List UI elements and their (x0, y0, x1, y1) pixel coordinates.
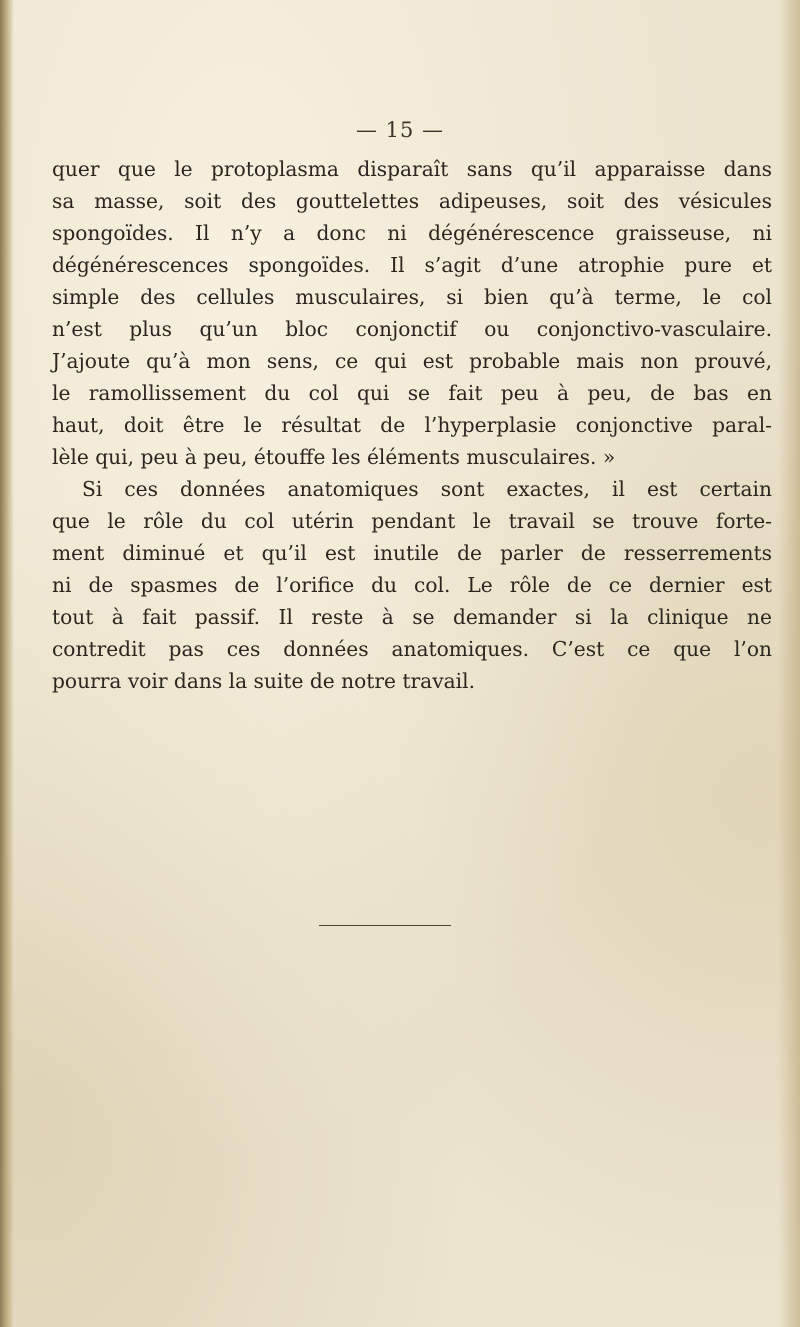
text-line: lèle qui, peu à peu, étouffe les éléments musculaires. » (52, 445, 616, 469)
text-line: Si ces données anatomiques sont exactes, il est certain (82, 477, 772, 501)
paragraph-1 (52, 153, 772, 473)
paragraph-2 (52, 473, 772, 697)
text-line: sa masse, soit des gouttelettes adipeuses, soit des vésicules (52, 189, 772, 213)
text-line: simple des cellules musculaires, si bien qu’à terme, le col (52, 285, 772, 309)
text-line: haut, doit être le résultat de l’hyperplasie conjonctive paral- (52, 413, 772, 437)
text-line: contredit pas ces données anatomiques. C’est ce que l’on (52, 637, 772, 661)
body-text (52, 153, 772, 697)
text-line: tout à fait passif. Il reste à se demander si la clinique ne (52, 605, 772, 629)
text-line: n’est plus qu’un bloc conjonctif ou conjonctivo-vasculaire. (52, 317, 772, 341)
section-end-rule (319, 925, 451, 926)
text-line: le ramollissement du col qui se fait peu à peu, de bas en (52, 381, 772, 405)
text-line: quer que le protoplasma disparaît sans qu’il apparaisse dans (52, 157, 772, 181)
text-line: J’ajoute qu’à mon sens, ce qui est probable mais non prouvé, (52, 349, 772, 373)
text-line: ment diminué et qu’il est inutile de parler de resserrements (52, 541, 772, 565)
text-line: spongoïdes. Il n’y a donc ni dégénérescence graisseuse, ni (52, 221, 772, 245)
text-line: pourra voir dans la suite de notre travail. (52, 669, 475, 693)
page-number-header: — 15 — (355, 118, 445, 142)
text-line: dégénérescences spongoïdes. Il s’agit d’une atrophie pure et (52, 253, 772, 277)
page-edge-right (778, 0, 800, 1327)
page-edge-left (0, 0, 14, 1327)
text-line: que le rôle du col utérin pendant le travail se trouve forte- (52, 509, 772, 533)
text-line: ni de spasmes de l’orifice du col. Le rôle de ce dernier est (52, 573, 772, 597)
